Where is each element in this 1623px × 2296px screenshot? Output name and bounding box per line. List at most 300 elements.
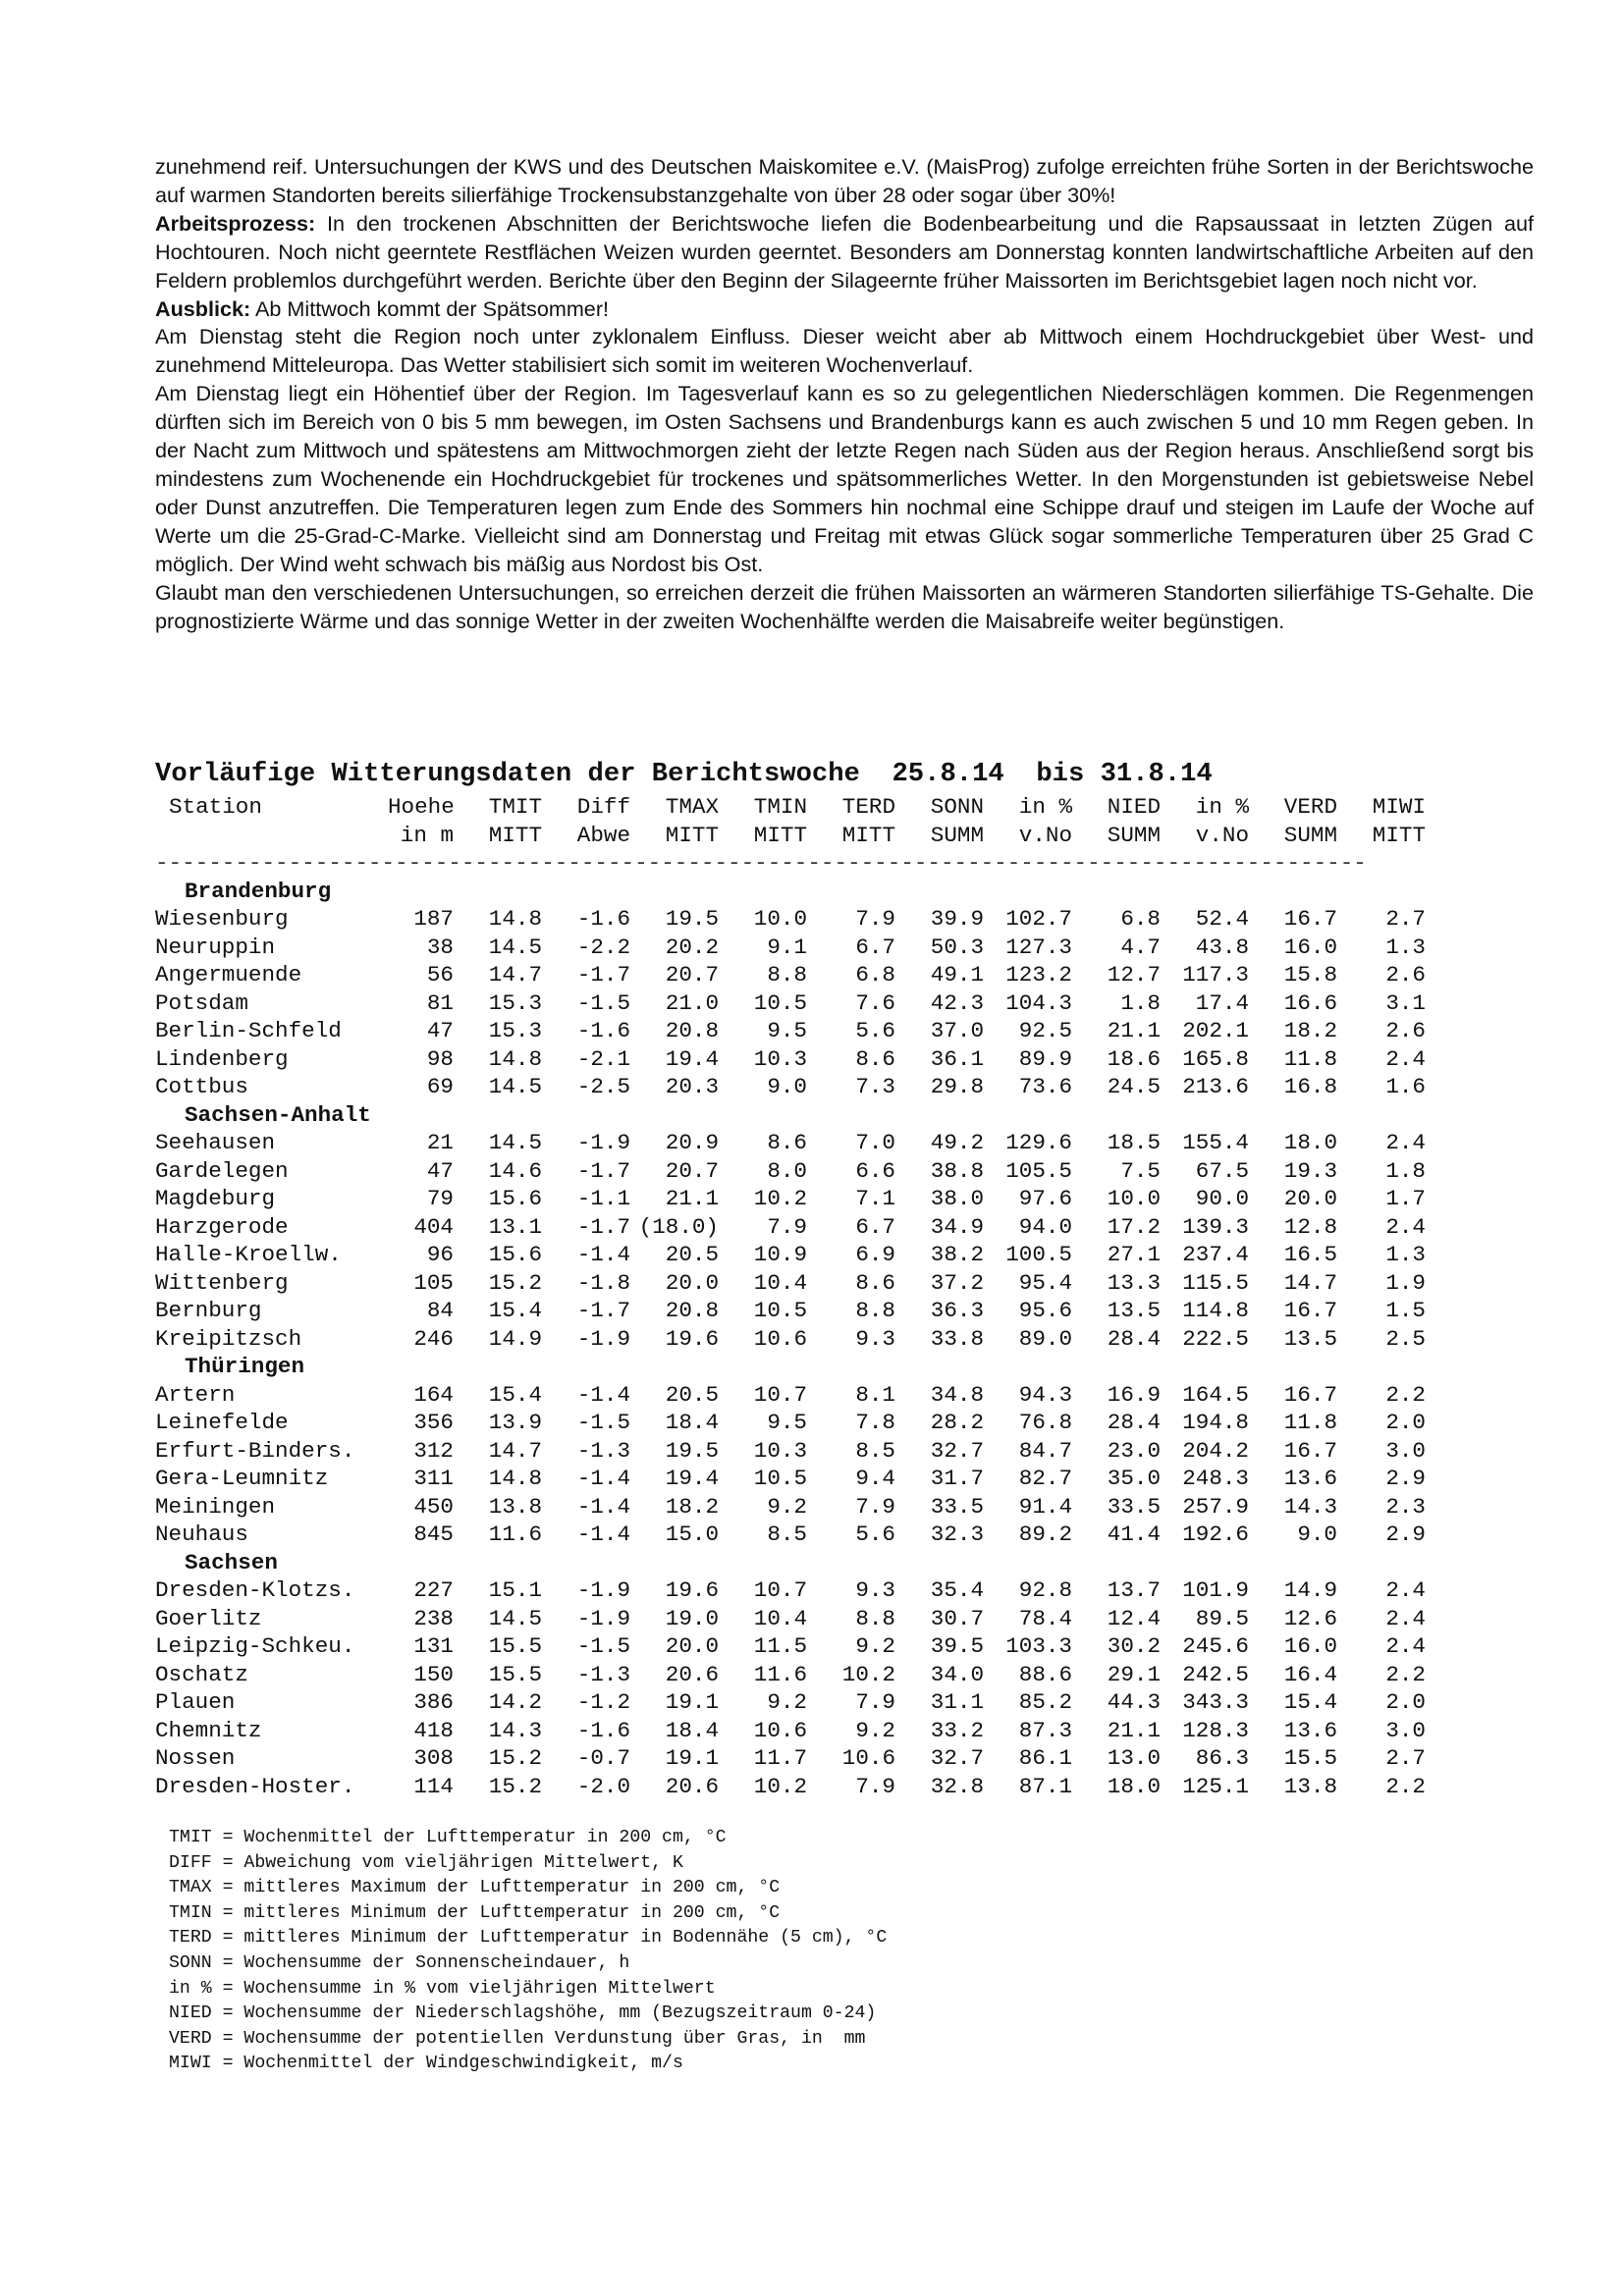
table-cell: 34.9	[930, 1213, 984, 1240]
table-cell: 13.9	[488, 1410, 542, 1435]
table-cell: -1.6	[576, 906, 630, 932]
table-cell: 7.8	[855, 1410, 895, 1435]
table-cell: Dresden-Klotzs.	[155, 1577, 355, 1603]
table-cell: 21.0	[665, 989, 719, 1016]
table-cell: -1.2	[576, 1689, 630, 1715]
table-cell: -2.2	[576, 934, 630, 960]
table-cell: 15.6	[488, 1242, 542, 1267]
table-cell: 7.5	[1120, 1157, 1161, 1184]
table-cell: 2.6	[1385, 1018, 1426, 1043]
table-cell: 90.0	[1195, 1186, 1249, 1211]
table-cell: 10.0	[753, 906, 807, 932]
table-cell: 8.8	[855, 1298, 895, 1323]
table-cell: 2.3	[1385, 1493, 1426, 1520]
table-cell: 12.8	[1283, 1213, 1337, 1240]
table-cell: 19.1	[665, 1745, 719, 1771]
table-cell: Potsdam	[155, 989, 248, 1016]
table-cell: 1.6	[1385, 1074, 1426, 1099]
table-cell: 16.4	[1283, 1661, 1337, 1687]
table-cell: 127.3	[1005, 934, 1072, 960]
table-cell: Goerlitz	[155, 1605, 262, 1631]
table-cell: 15.2	[488, 1269, 542, 1296]
table-cell: 88.6	[1018, 1661, 1072, 1687]
table-cell: MITT	[488, 822, 542, 848]
table-cell: 69	[426, 1074, 454, 1099]
legend-line: TMAX = mittleres Maximum der Lufttemperatur in 200 cm, °C	[169, 1878, 781, 1898]
table-cell: 18.0	[1283, 1130, 1337, 1155]
table-cell: 14.9	[1283, 1577, 1337, 1603]
table-cell: 11.7	[753, 1745, 807, 1771]
table-cell: 9.2	[767, 1689, 807, 1715]
table-cell: 19.4	[665, 1466, 719, 1491]
table-cell: 7.9	[767, 1213, 807, 1240]
table-cell: Leipzig-Schkeu.	[155, 1633, 355, 1659]
table-cell: NIED	[1107, 794, 1161, 820]
table-cell: 32.3	[930, 1522, 984, 1547]
table-cell: 1.8	[1385, 1157, 1426, 1184]
table-cell: 84.7	[1018, 1437, 1072, 1464]
table-cell: 6.9	[855, 1242, 895, 1267]
table-cell: 6.8	[855, 962, 895, 988]
table-cell: 386	[413, 1689, 454, 1715]
table-cell: 50.3	[930, 934, 984, 960]
table-cell: 21	[426, 1130, 454, 1155]
table-cell: 34.0	[930, 1661, 984, 1687]
table-cell: 15.3	[488, 1018, 542, 1043]
table-cell: 9.4	[855, 1466, 895, 1491]
table-cell: 89.0	[1018, 1325, 1072, 1352]
table-cell: 139.3	[1182, 1213, 1249, 1240]
table-cell: 13.3	[1107, 1269, 1161, 1296]
table-row	[155, 989, 1471, 1018]
table-cell: 49.2	[930, 1130, 984, 1155]
table-cell: 101.9	[1182, 1577, 1249, 1603]
state-heading: Sachsen-Anhalt	[185, 1101, 371, 1128]
table-cell: 308	[413, 1745, 454, 1771]
table-cell: 14.3	[488, 1717, 542, 1743]
table-cell: 91.4	[1018, 1493, 1072, 1520]
table-cell: -1.3	[576, 1437, 630, 1464]
table-cell: 19.3	[1283, 1157, 1337, 1184]
table-cell: 15.4	[488, 1381, 542, 1408]
table-cell: 34.8	[930, 1381, 984, 1408]
table-cell: MIWI	[1372, 794, 1426, 820]
table-cell: -2.1	[576, 1045, 630, 1072]
table-cell: 89.9	[1018, 1045, 1072, 1072]
table-cell: 14.2	[488, 1689, 542, 1715]
table-cell: 9.1	[767, 934, 807, 960]
table-cell: 312	[413, 1437, 454, 1464]
paragraph-work-process: Arbeitsprozess: In den trockenen Abschnitten der Berichtswoche liefen die Bodenbearbeitung und die Rapsaussaat in letzten Zügen auf Hochtouren. Noch nicht geerntete Restflächen Weizen wurden geerntet. Besonders am Donnerstag konnten landwirtschaftliche Arbeiten auf den Feldern problemlos durchgeführt werden. Berichte über den Beginn der Silageernte früher Maissorten im Berichtsgebiet lagen noch nicht vor.	[155, 210, 1534, 293]
table-cell: 38.2	[930, 1242, 984, 1267]
table-cell: 1.9	[1385, 1269, 1426, 1296]
table-cell: Seehausen	[155, 1130, 276, 1155]
table-cell: 16.7	[1283, 906, 1337, 932]
table-cell: -1.7	[576, 1157, 630, 1184]
table-cell: 227	[413, 1577, 454, 1603]
table-cell: 28.4	[1107, 1410, 1161, 1435]
table-cell: 10.5	[753, 1466, 807, 1491]
table-cell: 16.6	[1283, 989, 1337, 1016]
table-cell: 2.0	[1385, 1410, 1426, 1435]
table-cell: 164.5	[1182, 1381, 1249, 1408]
table-cell: 82.7	[1018, 1466, 1072, 1491]
table-cell: -1.1	[576, 1186, 630, 1211]
table-cell: 35.0	[1107, 1466, 1161, 1491]
table-cell: 18.4	[665, 1717, 719, 1743]
table-cell: 202.1	[1182, 1018, 1249, 1043]
table-cell: -1.9	[576, 1325, 630, 1352]
table-cell: 2.2	[1385, 1381, 1426, 1408]
table-cell: -1.7	[576, 1298, 630, 1323]
table-cell: 29.1	[1107, 1661, 1161, 1687]
table-cell: 33.5	[1107, 1493, 1161, 1520]
table-cell: Gera-Leumnitz	[155, 1466, 329, 1491]
table-cell: 15.4	[488, 1298, 542, 1323]
table-cell: 5.6	[855, 1522, 895, 1547]
legend-line: VERD = Wochensumme der potentiellen Verdunstung über Gras, in mm	[169, 2028, 866, 2049]
table-cell: 15.2	[488, 1745, 542, 1771]
table-cell: 10.3	[753, 1437, 807, 1464]
table-cell: 20.2	[665, 934, 719, 960]
table-row	[155, 1688, 1471, 1717]
report-text	[155, 153, 1534, 635]
table-cell: TERD	[841, 794, 895, 820]
table-cell: 8.5	[767, 1522, 807, 1547]
table-cell: 30.2	[1107, 1633, 1161, 1659]
table-cell: 20.0	[665, 1633, 719, 1659]
table-row	[155, 1073, 1471, 1101]
table-row	[155, 1576, 1471, 1605]
table-cell: 13.8	[488, 1493, 542, 1520]
table-cell: 16.0	[1283, 934, 1337, 960]
table-cell: 2.4	[1385, 1045, 1426, 1072]
table-cell: 8.6	[855, 1269, 895, 1296]
table-cell: -1.5	[576, 1410, 630, 1435]
table-row	[155, 1185, 1471, 1213]
table-cell: v.No	[1018, 822, 1072, 848]
table-cell: 9.2	[767, 1493, 807, 1520]
table-cell: 87.3	[1018, 1717, 1072, 1743]
table-cell: 39.9	[930, 906, 984, 932]
state-heading: Sachsen	[185, 1549, 278, 1575]
table-cell: 47	[426, 1157, 454, 1184]
table-cell: 213.6	[1182, 1074, 1249, 1099]
table-cell: 49.1	[930, 962, 984, 988]
table-row	[155, 1465, 1471, 1493]
table-cell: 194.8	[1182, 1410, 1249, 1435]
table-cell: 7.0	[855, 1130, 895, 1155]
table-cell: 18.2	[1283, 1018, 1337, 1043]
table-cell: Neuruppin	[155, 934, 276, 960]
table-cell: 2.9	[1385, 1466, 1426, 1491]
table-cell: -1.9	[576, 1605, 630, 1631]
table-cell: 20.8	[665, 1298, 719, 1323]
table-cell: TMAX	[665, 794, 719, 820]
table-cell: 2.4	[1385, 1577, 1426, 1603]
table-cell: 97.6	[1018, 1186, 1072, 1211]
paragraph-forecast: Am Dienstag liegt ein Höhentief über der Region. Im Tagesverlauf kann es so zu gelegentlichen Niederschlägen kommen. Die Regenmengen dürften sich im Bereich von 0 bis 5 mm bewegen, im Osten Sachsens und Brandenburgs kann es auch zwischen 5 und 10 mm Regen geben. In der Nacht zum Mittwoch und spätestens am Mittwochmorgen zieht der letzte Regen nach Süden aus der Region heraus. Anschließend sorgt bis mindestens zum Wochenende ein Hochdruckgebiet für trockenes und spätsommerliches Wetter. In den Morgenstunden ist gebietsweise Nebel oder Dunst anzutreffen. Die Temperaturen legen zum Ende des Sommers hin nochmal eine Schippe drauf und steigen im Laufe der Woche auf Werte um die 25-Grad-C-Marke. Vielleicht sind am Donnerstag und Freitag mit etwas Glück sogar sommerliche Temperaturen über 25 Grad C möglich. Der Wind weht schwach bis mäßig aus Nordost bis Ost.	[155, 381, 1534, 576]
table-cell: 246	[413, 1325, 454, 1352]
weather-data-table	[155, 793, 1471, 1800]
table-cell: 10.6	[753, 1717, 807, 1743]
table-cell: 2.4	[1385, 1213, 1426, 1240]
table-cell: 95.4	[1018, 1269, 1072, 1296]
table-row	[155, 1661, 1471, 1689]
table-cell: Cottbus	[155, 1074, 248, 1099]
table-cell: Dresden-Hoster.	[155, 1773, 355, 1799]
table-cell: 28.2	[930, 1410, 984, 1435]
table-row	[155, 905, 1471, 934]
table-cell: 18.6	[1107, 1045, 1161, 1072]
table-cell: Magdeburg	[155, 1186, 276, 1211]
table-cell: 115.5	[1182, 1269, 1249, 1296]
table-cell: 14.5	[488, 1130, 542, 1155]
table-cell: 102.7	[1005, 906, 1072, 932]
table-cell: 14.7	[488, 1437, 542, 1464]
table-cell: 33.5	[930, 1493, 984, 1520]
table-cell: 450	[413, 1493, 454, 1520]
table-cell: Kreipitzsch	[155, 1325, 302, 1352]
table-cell: in %	[1018, 794, 1072, 820]
table-cell: 10.6	[753, 1325, 807, 1352]
table-cell: 87.1	[1018, 1773, 1072, 1799]
table-cell	[155, 822, 388, 850]
legend-line: in % = Wochensumme in % vom vieljährigen Mittelwert	[169, 1978, 716, 1999]
table-cell: 13.7	[1107, 1577, 1161, 1603]
table-cell: 10.9	[753, 1242, 807, 1267]
table-cell: 33.2	[930, 1717, 984, 1743]
table-cell: 11.8	[1283, 1410, 1337, 1435]
table-cell: 33.8	[930, 1325, 984, 1352]
table-cell: 7.1	[855, 1186, 895, 1211]
table-cell: in %	[1195, 794, 1249, 820]
table-cell: 30.7	[930, 1605, 984, 1631]
table-row	[155, 1157, 1471, 1186]
table-cell: 12.7	[1107, 962, 1161, 988]
table-cell: 18.0	[1107, 1773, 1161, 1799]
table-cell: 32.7	[930, 1437, 984, 1464]
table-cell: -2.0	[576, 1773, 630, 1799]
table-cell: 28.4	[1107, 1325, 1161, 1352]
table-cell: 6.6	[855, 1157, 895, 1184]
table-cell: MITT	[1372, 822, 1426, 848]
table-cell: 13.0	[1107, 1745, 1161, 1771]
table-cell: 13.6	[1283, 1466, 1337, 1491]
table-cell: 5.6	[855, 1018, 895, 1043]
legend-line: MIWI = Wochenmittel der Windgeschwindigkeit, m/s	[169, 2054, 683, 2074]
table-cell: 95.6	[1018, 1298, 1072, 1323]
table-cell: Meiningen	[155, 1493, 276, 1520]
table-cell: 2.6	[1385, 962, 1426, 988]
table-cell: Wiesenburg	[155, 906, 289, 932]
table-cell: 56	[426, 962, 454, 988]
table-cell: SONN	[930, 794, 984, 820]
table-cell: 343.3	[1182, 1689, 1249, 1715]
table-cell: 20.3	[665, 1074, 719, 1099]
table-cell: 89.5	[1195, 1605, 1249, 1631]
table-cell: 20.7	[665, 1157, 719, 1184]
paragraph-conclusion: Glaubt man den verschiedenen Untersuchungen, so erreichen derzeit die frühen Maissorten an wärmeren Standorten silierfähige TS-Gehalte. Die prognostizierte Wärme und das sonnige Wetter in der zweiten Wochenhälfte werden die Maisabreife weiter begünstigen.	[155, 579, 1534, 633]
table-cell: 1.3	[1385, 934, 1426, 960]
table-cell: 6.7	[855, 934, 895, 960]
table-cell: 41.4	[1107, 1522, 1161, 1547]
table-cell: 105.5	[1005, 1157, 1072, 1184]
table-cell: 2.9	[1385, 1522, 1426, 1547]
table-cell: 21.1	[1107, 1717, 1161, 1743]
paragraph-outlook: Ausblick: Ab Mittwoch kommt der Spätsommer!	[155, 295, 610, 321]
table-cell: 10.2	[753, 1186, 807, 1211]
table-cell: 125.1	[1182, 1773, 1249, 1799]
table-cell: 8.8	[767, 962, 807, 988]
table-cell: 9.2	[855, 1717, 895, 1743]
table-cell: 1.5	[1385, 1298, 1426, 1323]
table-cell: 23.0	[1107, 1437, 1161, 1464]
table-cell: 15.4	[1283, 1689, 1337, 1715]
table-header-row	[155, 822, 1471, 850]
table-cell: 11.5	[753, 1633, 807, 1659]
table-cell: 13.8	[1283, 1773, 1337, 1799]
table-row	[155, 1381, 1471, 1410]
table-cell: 39.5	[930, 1633, 984, 1659]
table-cell: -1.9	[576, 1577, 630, 1603]
table-cell: Harzgerode	[155, 1213, 289, 1240]
table-cell: TMIT	[488, 794, 542, 820]
table-cell: 10.7	[753, 1381, 807, 1408]
table-cell: -1.4	[576, 1466, 630, 1491]
table-cell: 100.5	[1005, 1242, 1072, 1267]
table-cell: 67.5	[1195, 1157, 1249, 1184]
table-cell: 2.2	[1385, 1661, 1426, 1687]
table-cell: 15.8	[1283, 962, 1337, 988]
table-cell: 8.0	[767, 1157, 807, 1184]
table-cell: 10.2	[841, 1661, 895, 1687]
table-cell: Bernburg	[155, 1298, 262, 1323]
table-cell: Station	[169, 794, 262, 820]
table-cell: SUMM	[1107, 822, 1161, 848]
table-cell: 86.1	[1018, 1745, 1072, 1771]
table-cell: 14.8	[488, 1045, 542, 1072]
table-cell: -1.4	[576, 1493, 630, 1520]
table-cell: 311	[413, 1466, 454, 1491]
table-cell: 38.8	[930, 1157, 984, 1184]
table-cell: 2.0	[1385, 1689, 1426, 1715]
table-cell: -1.7	[576, 962, 630, 988]
table-cell: -1.8	[576, 1269, 630, 1296]
table-cell: 2.4	[1385, 1633, 1426, 1659]
table-cell: 32.8	[930, 1773, 984, 1799]
table-cell: 92.8	[1018, 1577, 1072, 1603]
table-cell: in m	[400, 822, 454, 848]
table-cell: 13.5	[1283, 1325, 1337, 1352]
table-cell: 79	[426, 1186, 454, 1211]
table-cell: 20.6	[665, 1773, 719, 1799]
table-cell: 81	[426, 989, 454, 1016]
table-cell: 84	[426, 1298, 454, 1323]
table-cell: 6.7	[855, 1213, 895, 1240]
table-cell: 3.1	[1385, 989, 1426, 1016]
table-cell: Gardelegen	[155, 1157, 289, 1184]
table-cell: -1.3	[576, 1661, 630, 1687]
table-cell: 10.2	[753, 1773, 807, 1799]
table-cell: 37.0	[930, 1018, 984, 1043]
table-cell: -1.5	[576, 989, 630, 1016]
table-cell: 9.3	[855, 1577, 895, 1603]
table-cell: Lindenberg	[155, 1045, 289, 1072]
table-cell: 27.1	[1107, 1242, 1161, 1267]
table-row	[155, 1129, 1471, 1157]
table-cell: 242.5	[1182, 1661, 1249, 1687]
table-cell: 10.4	[753, 1269, 807, 1296]
table-cell: 36.3	[930, 1298, 984, 1323]
table-cell: 15.0	[665, 1522, 719, 1547]
table-cell: 15.5	[488, 1661, 542, 1687]
table-cell: 21.1	[665, 1186, 719, 1211]
table-cell: 43.8	[1195, 934, 1249, 960]
table-cell: 20.8	[665, 1018, 719, 1043]
table-cell: 37.2	[930, 1269, 984, 1296]
table-cell: 20.9	[665, 1130, 719, 1155]
table-cell: 20.5	[665, 1242, 719, 1267]
table-cell: 237.4	[1182, 1242, 1249, 1267]
table-row	[155, 1744, 1471, 1773]
state-heading: Brandenburg	[185, 878, 332, 904]
table-cell: 117.3	[1182, 962, 1249, 988]
table-cell: 13.6	[1283, 1717, 1337, 1743]
table-cell: MITT	[753, 822, 807, 848]
table-cell: 6.8	[1120, 906, 1161, 932]
label-outlook: Ausblick:	[155, 295, 251, 321]
table-cell: 10.6	[841, 1745, 895, 1771]
table-cell: Artern	[155, 1381, 236, 1408]
table-cell: -0.7	[576, 1745, 630, 1771]
table-cell: 18.2	[665, 1493, 719, 1520]
table-cell: 29.8	[930, 1074, 984, 1099]
table-cell: -1.4	[576, 1381, 630, 1408]
table-cell: 10.3	[753, 1045, 807, 1072]
table-cell: 192.6	[1182, 1522, 1249, 1547]
table-cell: v.No	[1195, 822, 1249, 848]
table-row	[155, 1045, 1471, 1074]
table-separator: -------------------------------------------------------------------------------------------	[155, 850, 1367, 876]
table-cell: 12.6	[1283, 1605, 1337, 1631]
legend-line: NIED = Wochensumme der Niederschlagshöhe, mm (Bezugszeitraum 0-24)	[169, 2003, 877, 2024]
table-cell: 35.4	[930, 1577, 984, 1603]
legend-line: TMIT = Wochenmittel der Lufttemperatur in 200 cm, °C	[169, 1828, 727, 1847]
table-cell: 16.8	[1283, 1074, 1337, 1099]
table-row	[155, 1297, 1471, 1325]
table-cell: 32.7	[930, 1745, 984, 1771]
table-row	[155, 1437, 1471, 1466]
table-cell: 845	[413, 1522, 454, 1547]
table-cell: 14.7	[488, 962, 542, 988]
table-cell: 10.4	[753, 1605, 807, 1631]
table-cell: Oschatz	[155, 1661, 248, 1687]
table-cell: 86.3	[1195, 1745, 1249, 1771]
table-cell: 19.6	[665, 1325, 719, 1352]
table-cell: 12.4	[1107, 1605, 1161, 1631]
table-cell: 3.0	[1385, 1717, 1426, 1743]
table-cell: 24.5	[1107, 1074, 1161, 1099]
table-cell: 9.3	[855, 1325, 895, 1352]
table-cell: 96	[426, 1242, 454, 1267]
table-cell: 2.4	[1385, 1130, 1426, 1155]
table-cell: 14.5	[488, 1074, 542, 1099]
table-cell: 20.6	[665, 1661, 719, 1687]
table-row	[155, 934, 1471, 962]
table-cell: MITT	[841, 822, 895, 848]
table-cell: 10.7	[753, 1577, 807, 1603]
